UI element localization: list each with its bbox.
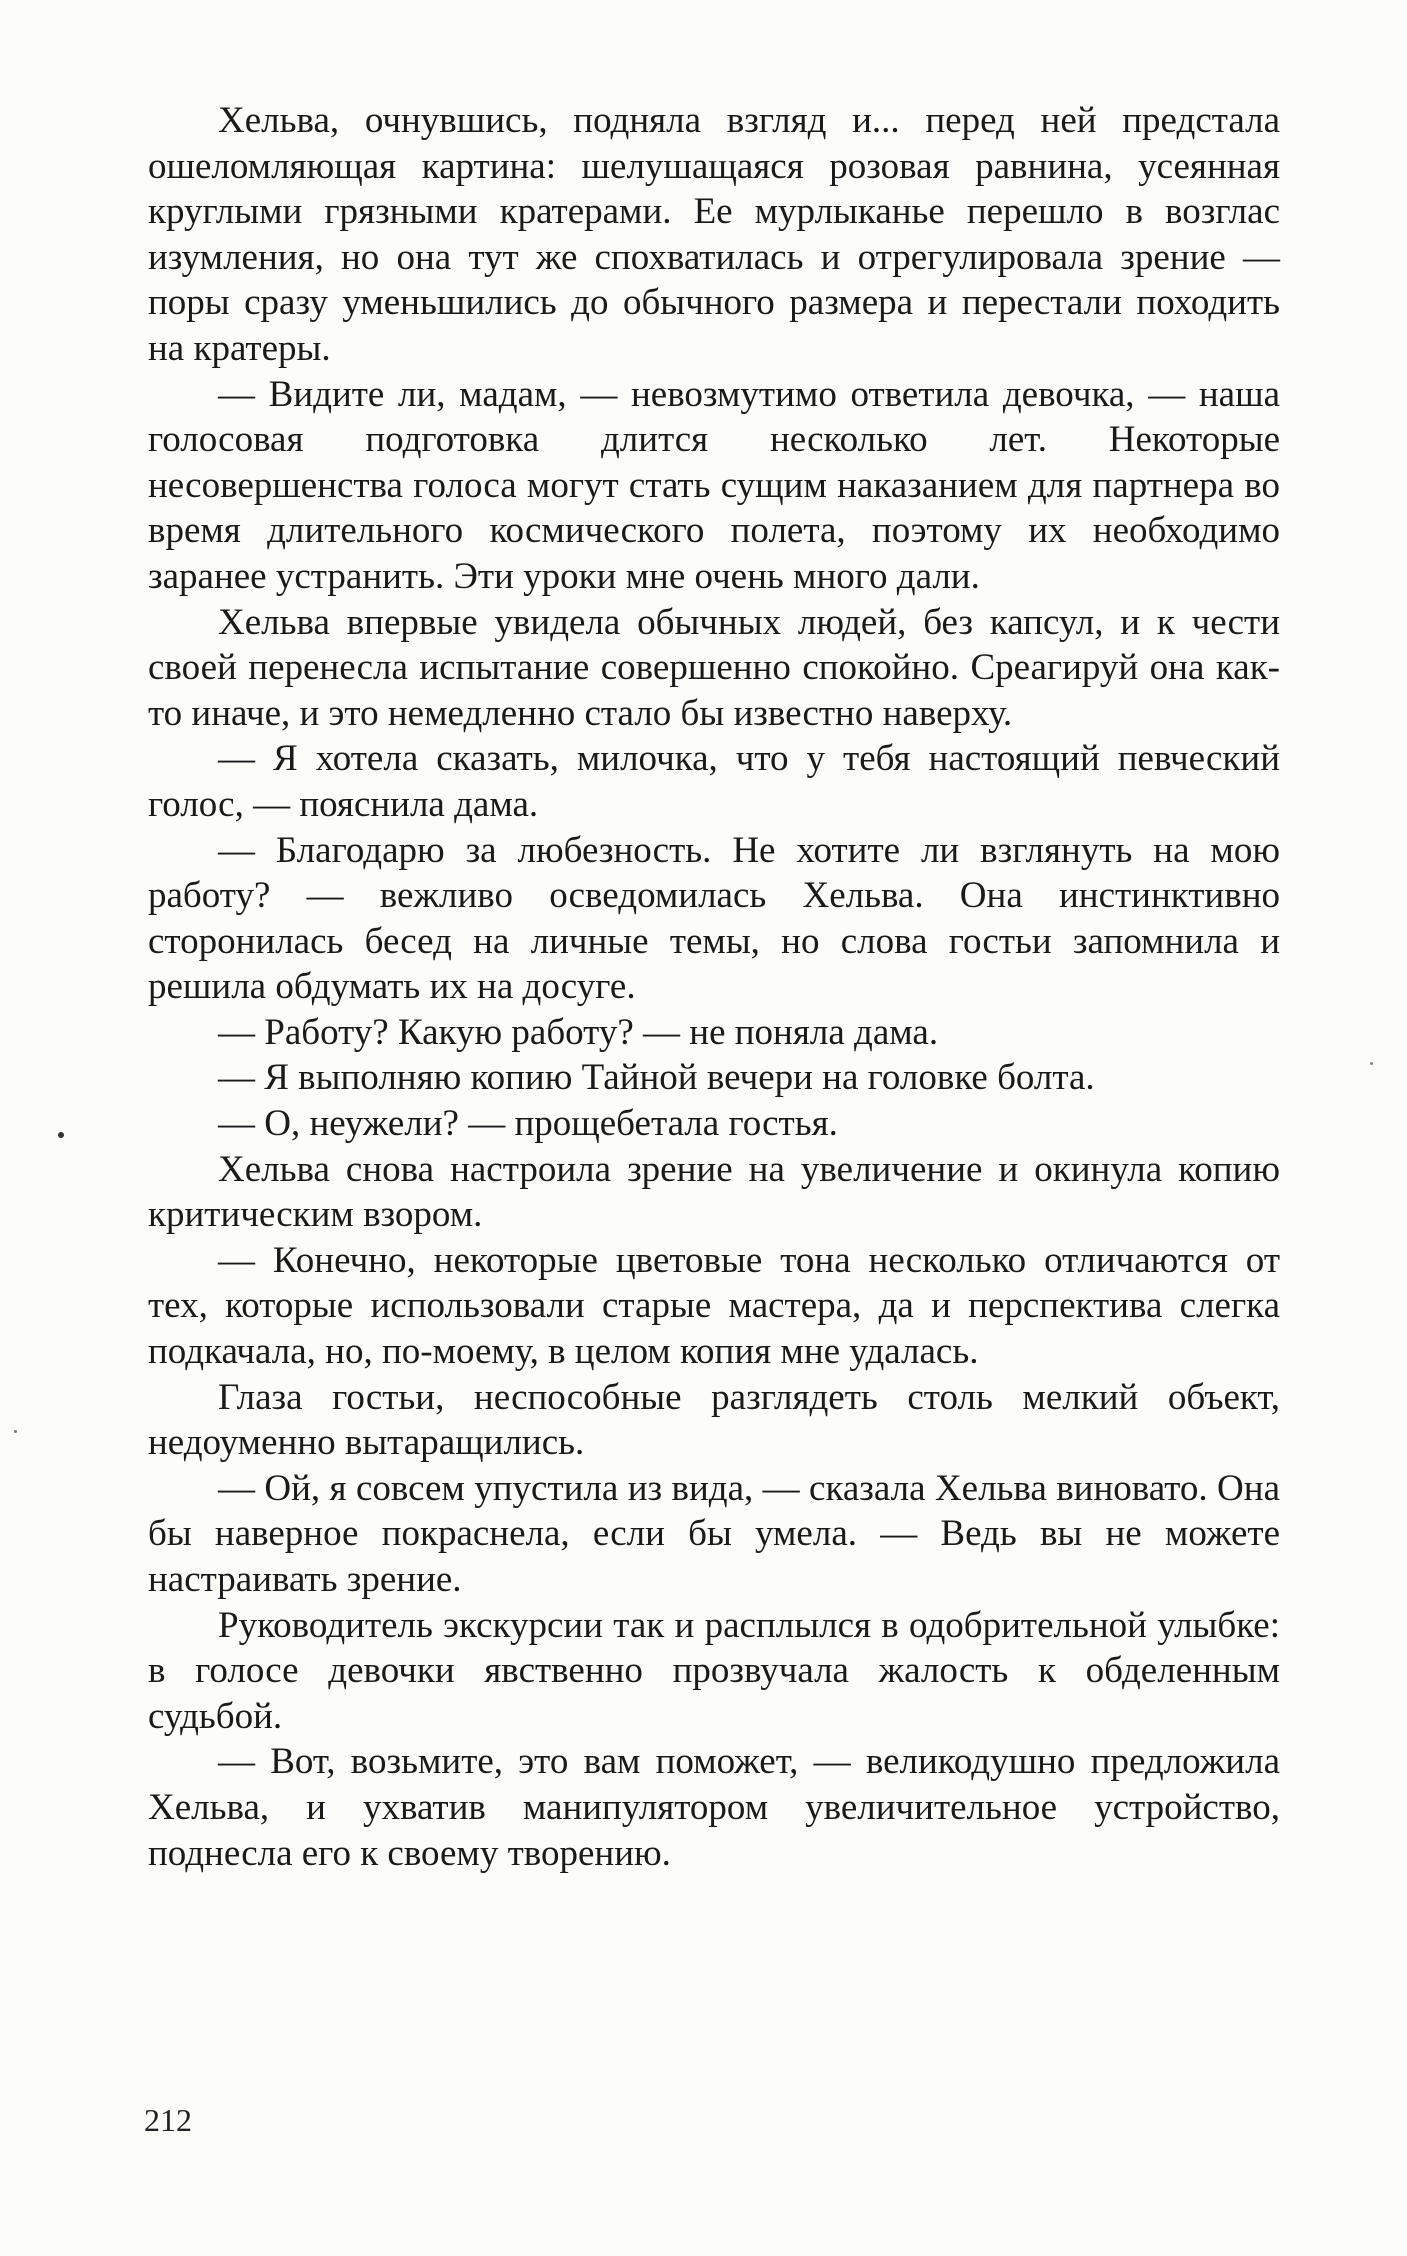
paragraph: — Работу? Какую работу? — не поняла дама.	[218, 1011, 939, 1053]
paragraph: — Вот, возьмите, это вам поможет, — великодушно предложила Хельва, и ухватив манипулятором увеличительное устройство, поднесла его к своему творению.	[148, 1741, 1280, 1874]
paragraph: Глаза гостьи, неспособные разглядеть столь мелкий объект, недоуменно вытаращились.	[148, 1376, 1280, 1464]
paragraph: — Конечно, некоторые цветовые тона несколько отличаются от тех, которые использовали старые мастера, да и перспектива слегка подкачала, но, по-моему, в целом копия мне удалась.	[148, 1239, 1280, 1373]
scan-speck	[14, 1430, 17, 1433]
paragraph: — Я выполняю копию Тайной вечери на головке болта.	[218, 1057, 1095, 1099]
paragraph: Хельва, очнувшись, подняла взгляд и... перед ней предстала ошеломляющая картина: шелушащаяся розовая равнина, усеянная круглыми грязными кратерами. Ее мурлыканье перешло в возглас изумления, но она тут же спохватилась и отрегулировала зрение — поры сразу уменьшились до обычного размера и перестали походить на кратеры.	[148, 100, 1280, 369]
scan-speck	[1370, 1062, 1373, 1065]
paragraph: Хельва снова настроила зрение на увеличение и окинула копию критическим взором.	[148, 1148, 1280, 1236]
paragraph: Руководитель экскурсии так и расплылся в одобрительной улыбке: в голосе девочки явственно прозвучала жалость к обделенным судьбой.	[148, 1604, 1280, 1737]
page-body-text	[148, 98, 1280, 1876]
paragraph: — Ой, я совсем упустила из вида, — сказала Хельва виновато. Она бы наверное покраснела, если бы умела. — Ведь вы не можете настраивать зрение.	[148, 1467, 1280, 1600]
paragraph: — Благодарю за любезность. Не хотите ли взглянуть на мою работу? — вежливо осведомилась Хельва. Она инстинктивно сторонилась бесед на личные темы, но слова гостьи запомнила и решила обдумать их на досуге.	[148, 829, 1280, 1008]
paragraph: Хельва впервые увидела обычных людей, без капсул, и к чести своей перенесла испытание совершенно спокойно. Среагируй она как-то иначе, и это немедленно стало бы известно наверху.	[148, 601, 1280, 734]
paragraph: — О, неужели? — прощебетала гостья.	[218, 1103, 838, 1145]
scan-speck	[58, 1132, 64, 1138]
paragraph: — Я хотела сказать, милочка, что у тебя настоящий певческий голос, — пояснила дама.	[148, 738, 1280, 825]
page-number: 212	[144, 2102, 192, 2138]
paragraph: — Видите ли, мадам, — невозмутимо ответила девочка, — наша голосовая подготовка длится несколько лет. Некоторые несовершенства голоса могут стать сущим наказанием для партнера во время длительного космического полета, поэтому их необходимо заранее устранить. Эти уроки мне очень много дали.	[148, 373, 1280, 597]
